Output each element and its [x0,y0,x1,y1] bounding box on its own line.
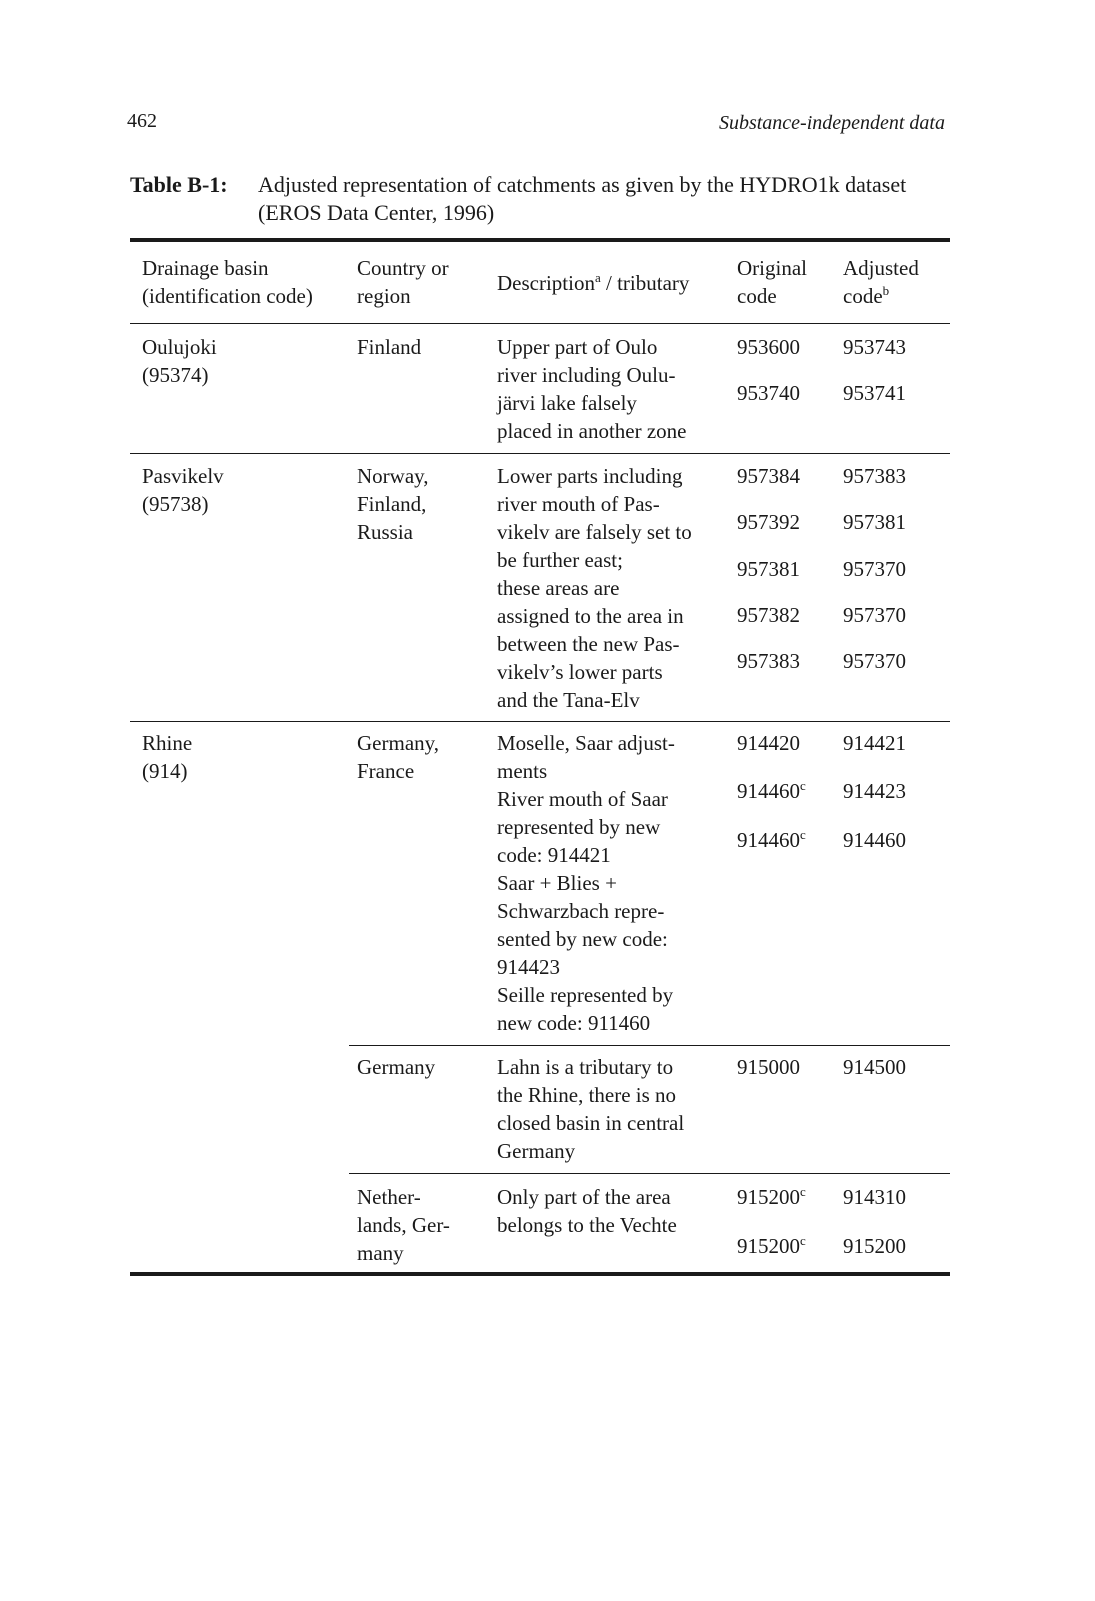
original-code: 914460$^c$ [737,827,806,852]
description-line: ments [497,759,548,783]
country-cell: Germany, [357,731,440,755]
description-line: järvi lake falsely [497,391,637,415]
row-rule [130,453,950,454]
col-header-country-line2: region [357,284,411,308]
country-cell: Russia [357,520,414,544]
description-line: Moselle, Saar adjust- [497,731,675,755]
description-line: Germany [497,1139,576,1163]
description-line: these areas are [497,576,620,600]
original-code: 953600 [737,335,800,359]
country-cell: many [357,1241,404,1265]
adjusted-code: 914421 [843,731,906,755]
description-line: sented by new code: [497,927,668,951]
col-header-description: Description$^a$ / tributary [497,270,690,295]
description-line: be further east; [497,548,623,572]
country-cell: Germany [357,1055,436,1079]
country-cell: France [357,759,415,783]
description-line: River mouth of Saar [497,787,668,811]
description-line: 914423 [497,955,560,979]
basin-name: Oulujoki [142,335,217,359]
col-header-adjusted-line1: Adjusted [843,256,919,280]
adjusted-code: 914460 [843,828,906,852]
col-header-original-line1: Original [737,256,807,280]
original-code: 915000 [737,1055,800,1079]
table-caption-line1: Adjusted representation of catchments as given by the HYDRO1k dataset [258,172,907,197]
basin-code: (95374) [142,363,209,387]
col-header-original-line2: code [737,284,777,308]
sub-row-rule [349,1045,950,1046]
sub-row-rule [349,1173,950,1174]
original-code: 957384 [737,464,800,488]
country-cell: Finland [357,335,422,359]
basin-name: Pasvikelv [142,464,224,488]
basin-code: (914) [142,759,188,783]
adjusted-code: 953743 [843,335,906,359]
description-line: Seille represented by [497,983,674,1007]
table-caption-line2: (EROS Data Center, 1996) [258,200,495,225]
col-header-basin-line1: Drainage basin [142,256,269,280]
description-line: Saar + Blies + [497,871,617,895]
col-header-basin-line2: (identification code) [142,284,313,308]
description-line: closed basin in central [497,1111,685,1135]
description-line: the Rhine, there is no [497,1083,677,1107]
original-code: 957392 [737,510,800,534]
adjusted-code: 957370 [843,649,906,673]
description-line: assigned to the area in [497,604,684,628]
adjusted-code: 915200 [843,1234,906,1258]
adjusted-code: 953741 [843,381,906,405]
description-line: Upper part of Oulo [497,335,658,359]
original-code: 957382 [737,603,800,627]
description-line: Only part of the area [497,1185,671,1209]
original-code: 915200$^c$ [737,1184,806,1209]
original-code: 953740 [737,381,800,405]
col-header-country-line1: Country or [357,256,449,280]
basin-name: Rhine [142,731,193,755]
basin-code: (95738) [142,492,209,516]
description-line: code: 914421 [497,843,611,867]
adjusted-code: 914423 [843,779,906,803]
original-code: 914460$^c$ [737,778,806,803]
description-line: and the Tana-Elv [497,688,640,712]
description-line: Schwarzbach repre- [497,899,665,923]
original-code: 957383 [737,649,800,673]
running-title: Substance-independent data [718,112,945,134]
table-top-rule [130,238,950,242]
row-rule [130,721,950,722]
adjusted-code: 957370 [843,603,906,627]
adjusted-code: 957370 [843,557,906,581]
description-line: placed in another zone [497,419,687,443]
country-cell: lands, Ger- [357,1213,450,1237]
description-line: Lahn is a tributary to [497,1055,674,1079]
country-cell: Nether- [357,1185,421,1209]
col-header-adjusted-line2: code$^b$ [843,283,890,308]
description-line: river including Oulu- [497,363,676,387]
original-code: 914420 [737,731,800,755]
adjusted-code: 914310 [843,1185,906,1209]
description-line: vikelv are falsely set to [497,520,692,544]
description-line: Lower parts including [497,464,683,488]
description-line: vikelv’s lower parts [497,660,663,684]
table-bottom-rule [130,1272,950,1276]
country-cell: Finland, [357,492,427,516]
original-code: 915200$^c$ [737,1233,806,1258]
table-label: Table B-1: [130,172,228,197]
adjusted-code: 957383 [843,464,906,488]
description-line: represented by new [497,815,661,839]
header-rule [130,323,950,324]
adjusted-code: 914500 [843,1055,906,1079]
country-cell: Norway, [357,464,429,488]
adjusted-code: 957381 [843,510,906,534]
description-line: river mouth of Pas- [497,492,660,516]
description-line: between the new Pas- [497,632,680,656]
original-code: 957381 [737,557,800,581]
description-line: belongs to the Vechte [497,1213,677,1237]
description-line: new code: 911460 [497,1011,651,1035]
page-number: 462 [127,110,157,132]
